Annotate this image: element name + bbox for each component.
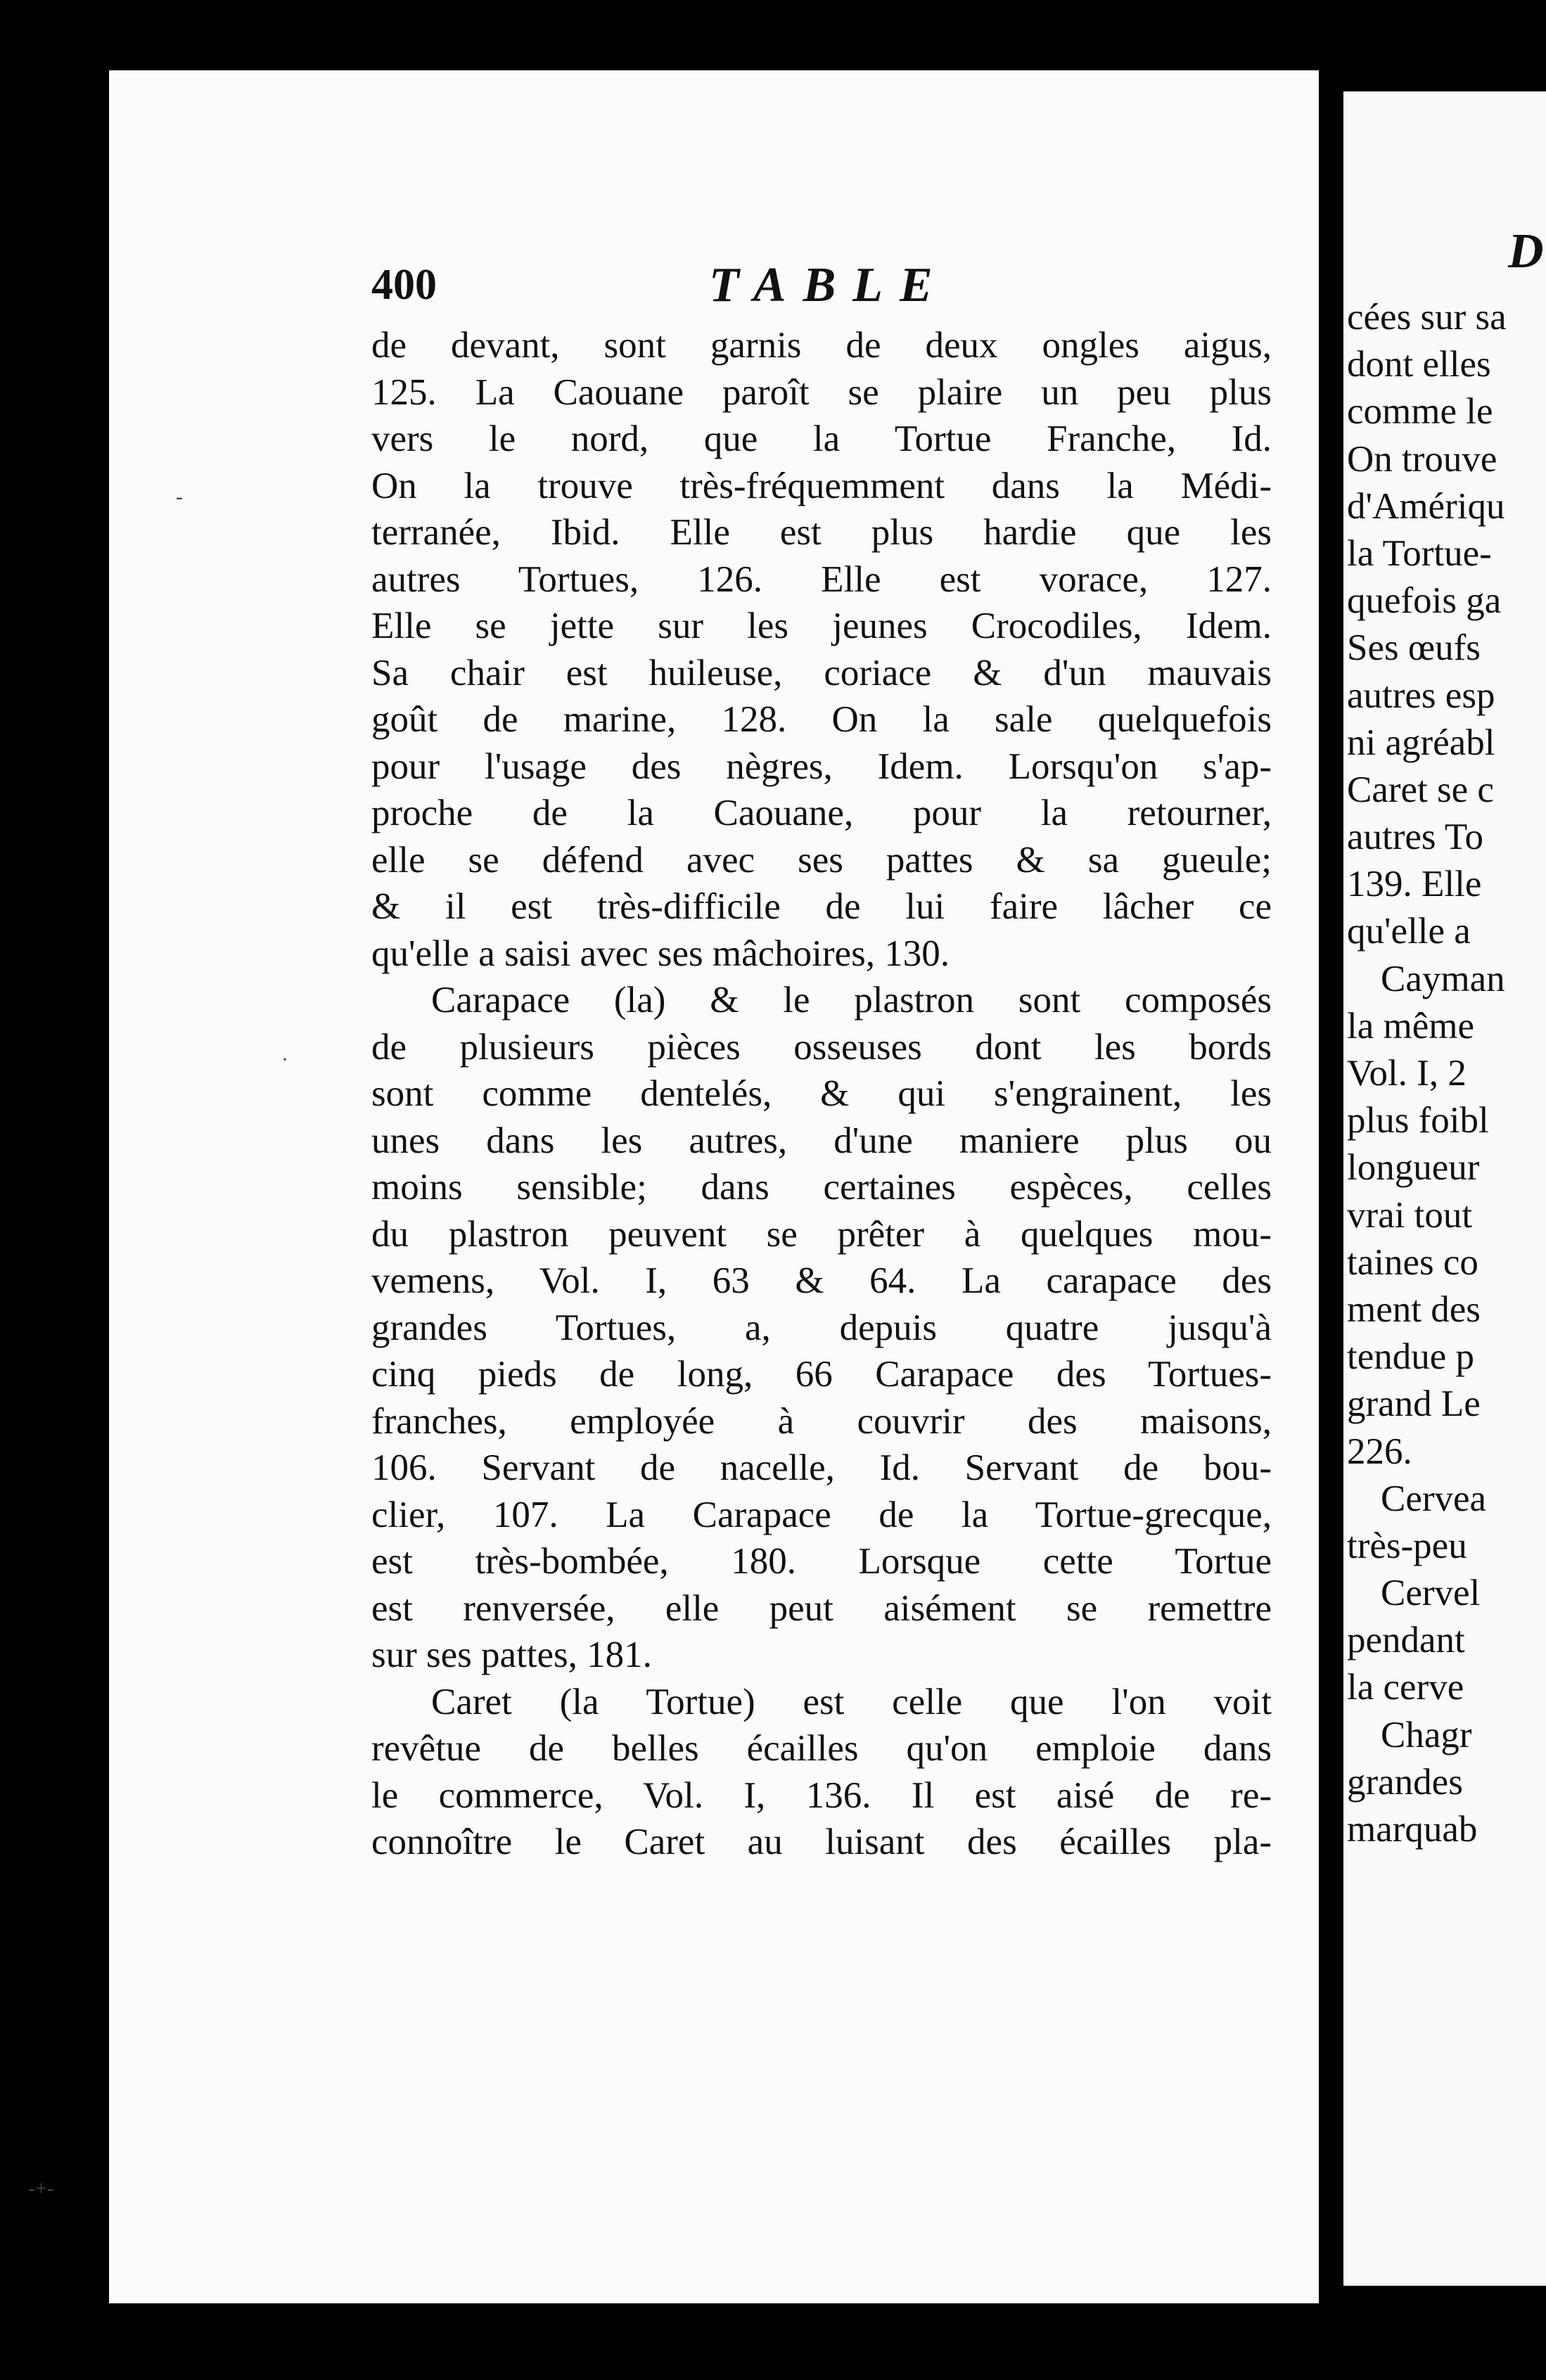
text-line: 226.	[1347, 1431, 1412, 1472]
text-line: le commerce, Vol. I, 136. Il est aisé de re-	[371, 1774, 1272, 1816]
text-line: de devant, sont garnis de deux ongles aigus,	[371, 325, 1272, 366]
text-line: clier, 107. La Carapace de la Tortue-grecque,	[371, 1494, 1272, 1535]
text-line: très-peu	[1347, 1525, 1467, 1566]
text-line: est très-bombée, 180. Lorsque cette Tortue	[371, 1541, 1272, 1582]
page-number: 400	[371, 261, 437, 309]
text-line: autres esp	[1347, 674, 1495, 716]
running-title: TABLE	[709, 258, 950, 312]
text-line: On trouve	[1347, 438, 1497, 480]
right-running-head: D	[1508, 224, 1544, 279]
text-line: Caret se c	[1347, 769, 1494, 810]
text-line: & il est très-difficile de lui faire lâcher ce	[371, 886, 1272, 927]
text-line: 125. La Caouane paroît se plaire un peu plus	[371, 371, 1272, 413]
text-line: Vol. I, 2	[1347, 1053, 1467, 1094]
text-line: 139. Elle	[1347, 864, 1482, 905]
text-line: unes dans les autres, d'une maniere plus ou	[371, 1120, 1272, 1161]
left-text-column	[371, 322, 1272, 1866]
running-head	[371, 260, 1356, 331]
text-line: du plastron peuvent se prêter à quelques mou-	[371, 1213, 1272, 1255]
text-line: proche de la Caouane, pour la retourner,	[371, 793, 1272, 833]
text-line: de plusieurs pièces osseuses dont les bords	[371, 1026, 1272, 1068]
text-line: goût de marine, 128. On la sale quelquefois	[371, 699, 1272, 740]
text-line: autres To	[1347, 817, 1484, 858]
margin-mark: ·	[281, 1048, 288, 1071]
text-line: sur ses pattes, 181.	[371, 1634, 652, 1675]
text-line: vemens, Vol. I, 63 & 64. La carapace des	[371, 1260, 1272, 1301]
page-gutter	[1319, 77, 1343, 2310]
text-line: cinq pieds de long, 66 Carapace des Tortues-	[371, 1354, 1272, 1395]
text-line: dont elles	[1347, 344, 1491, 385]
text-line: autres Tortues, 126. Elle est vorace, 127.	[371, 558, 1272, 600]
text-line: taines co	[1347, 1241, 1478, 1283]
text-line: vers le nord, que la Tortue Franche, Id.	[371, 418, 1272, 459]
text-line: la Tortue-	[1347, 532, 1492, 574]
text-line: connoître le Caret au luisant des écailles pla-	[371, 1822, 1272, 1862]
text-line: la même	[1347, 1005, 1474, 1047]
text-line: Ses œufs	[1347, 627, 1481, 669]
right-text-column	[1347, 294, 1546, 1853]
text-line: Sa chair est huileuse, coriace & d'un mauvais	[371, 652, 1272, 693]
text-line: plus foibl	[1347, 1100, 1489, 1141]
text-line: qu'elle a saisi avec ses mâchoires, 130.	[371, 933, 950, 974]
text-line: est renversée, elle peut aisément se remettre	[371, 1587, 1272, 1629]
text-line: elle se défend avec ses pattes & sa gueule;	[371, 839, 1272, 881]
margin-mark: -+-	[28, 2177, 54, 2200]
text-line: longueur	[1347, 1147, 1480, 1189]
text-line: grand Le	[1347, 1383, 1481, 1425]
text-line: comme le	[1347, 391, 1493, 433]
text-line: ment des	[1347, 1288, 1481, 1330]
margin-mark: -	[176, 485, 183, 508]
text-line: pendant	[1347, 1620, 1465, 1661]
text-line: Caret (la Tortue) est celle que l'on voit	[431, 1681, 1272, 1722]
text-line: On la trouve très-fréquemment dans la Médi-	[371, 465, 1272, 506]
text-line: revêtue de belles écailles qu'on emploie dans	[371, 1728, 1272, 1769]
text-line: pour l'usage des nègres, Idem. Lorsqu'on s'ap-	[371, 746, 1272, 787]
text-line: Cayman	[1381, 958, 1505, 999]
text-line: qu'elle a	[1347, 911, 1471, 952]
text-line: Chagr	[1381, 1714, 1472, 1755]
text-line: Elle se jette sur les jeunes Crocodiles, Idem.	[371, 606, 1272, 646]
text-line: sont comme dentelés, & qui s'engrainent, les	[371, 1073, 1272, 1114]
text-line: terranée, Ibid. Elle est plus hardie que les	[371, 512, 1272, 553]
text-line: quefois ga	[1347, 580, 1502, 622]
text-line: d'Amériqu	[1347, 485, 1505, 527]
text-line: ni agréabl	[1347, 722, 1495, 763]
text-line: la cerve	[1347, 1667, 1464, 1708]
text-line: Cervel	[1381, 1573, 1481, 1614]
text-line: marquab	[1347, 1809, 1478, 1850]
text-line: moins sensible; dans certaines espèces, celles	[371, 1167, 1272, 1208]
text-line: vrai tout	[1347, 1194, 1473, 1236]
text-line: Carapace (la) & le plastron sont composés	[431, 980, 1272, 1021]
text-line: franches, employée à couvrir des maisons,	[371, 1400, 1272, 1442]
text-line: cées sur sa	[1347, 297, 1507, 338]
text-line: 106. Servant de nacelle, Id. Servant de bou-	[371, 1447, 1272, 1488]
text-line: Cervea	[1381, 1478, 1487, 1519]
text-line: grandes Tortues, a, depuis quatre jusqu'à	[371, 1307, 1272, 1348]
text-line: tendue p	[1347, 1336, 1475, 1378]
text-line: grandes	[1347, 1761, 1463, 1803]
